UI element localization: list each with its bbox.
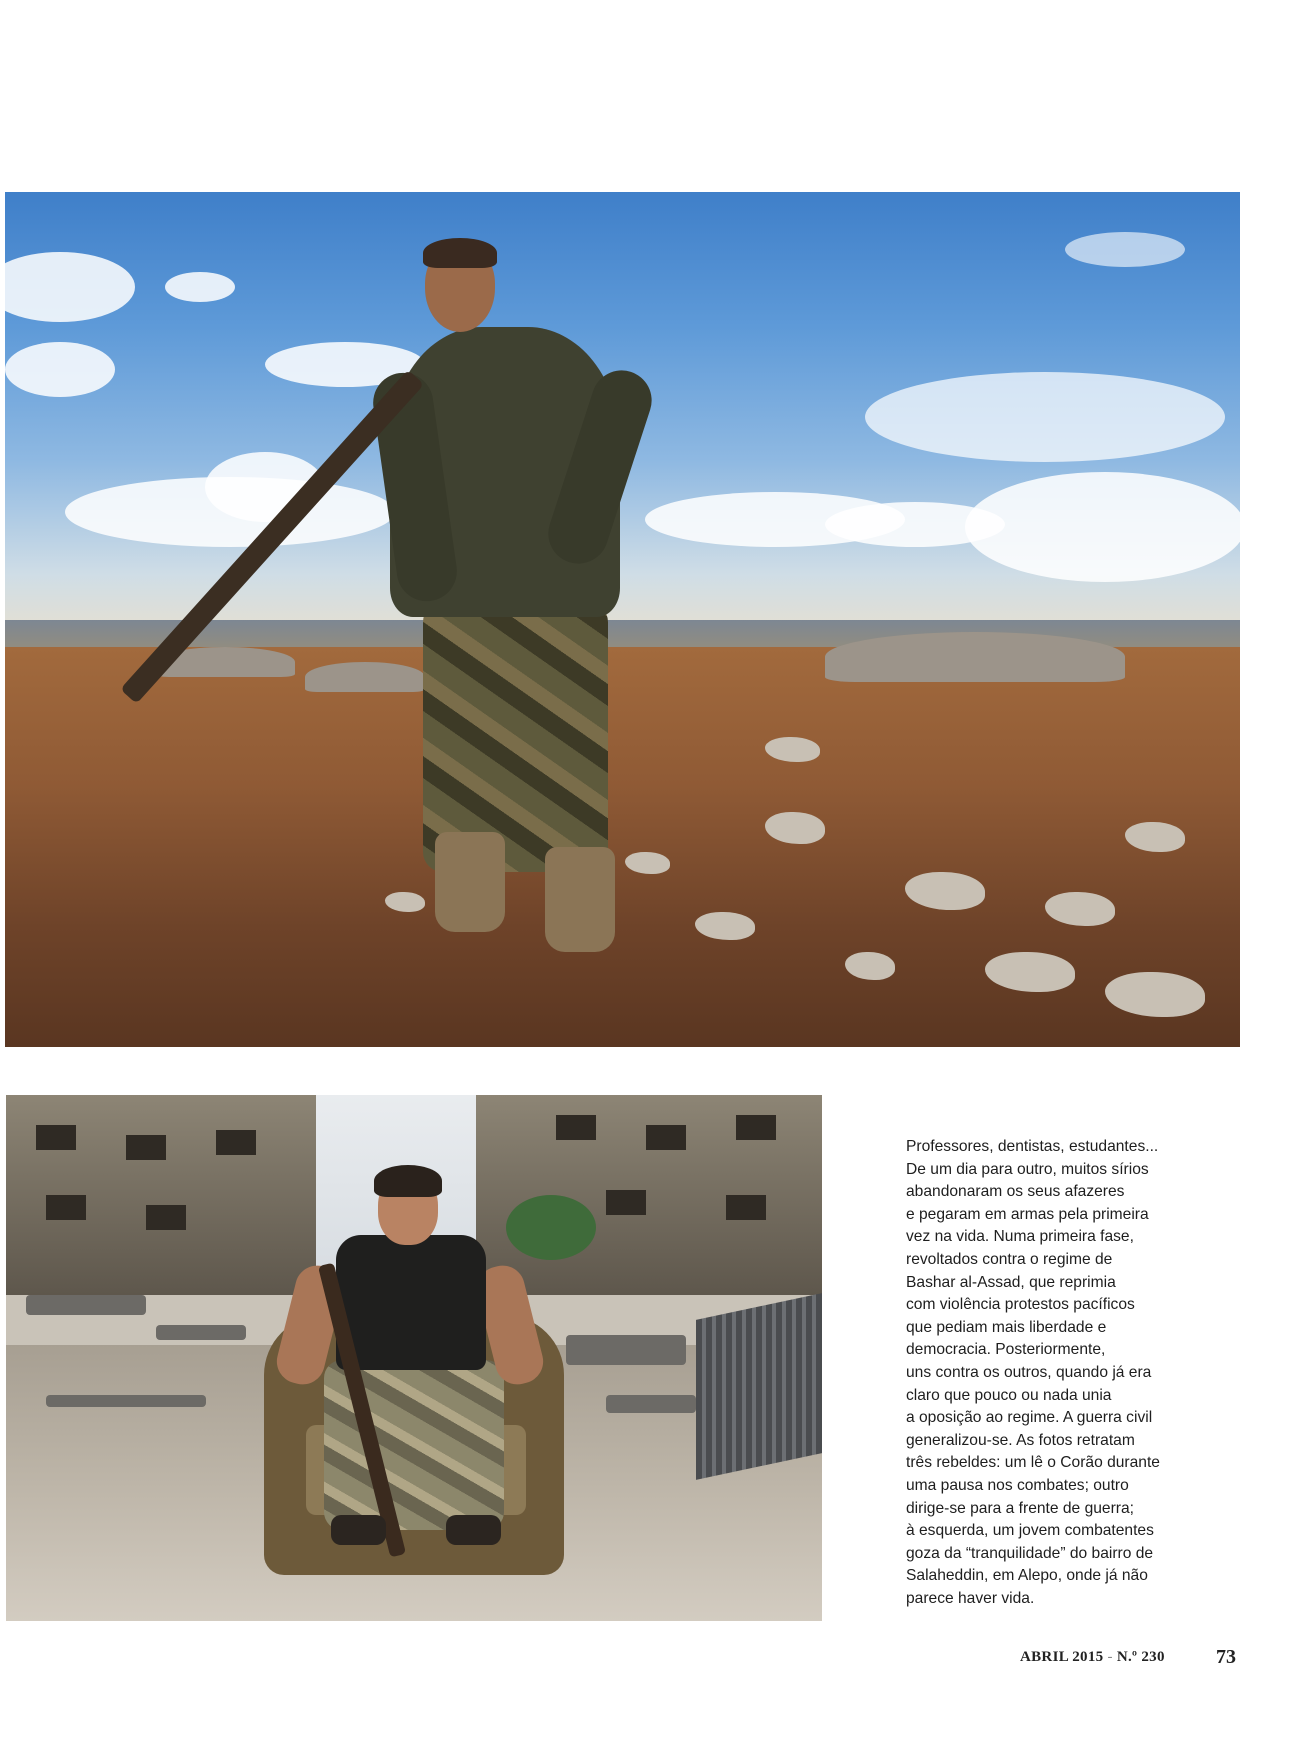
page-number: 73 (1216, 1646, 1236, 1668)
folio-separator: - (1107, 1649, 1113, 1665)
caption-line: claro que pouco ou nada unia (906, 1386, 1112, 1404)
caption-line: generalizou-se. As fotos retratam (906, 1431, 1135, 1449)
caption-line: Professores, dentistas, estudantes... (906, 1138, 1159, 1155)
caption-line: goza da “tranquilidade” do bairro de (906, 1544, 1154, 1562)
photo-caption (906, 1136, 1196, 1610)
caption-line: três rebeldes: um lê o Corão durante (906, 1454, 1160, 1472)
caption-line: à esquerda, um jovem combatentes (906, 1522, 1154, 1540)
caption-line: abandonaram os seus afazeres (906, 1183, 1125, 1201)
issue-date: ABRIL 2015 (1020, 1649, 1104, 1665)
caption-line: dirige-se para a frente de guerra; (906, 1499, 1134, 1517)
caption-line: Bashar al-Assad, que reprimia (906, 1273, 1116, 1291)
caption-line: parece haver vida. (906, 1589, 1035, 1607)
caption-line: e pegaram em armas pela primeira (906, 1205, 1149, 1223)
caption-line: uns contra os outros, quando já era (906, 1363, 1152, 1381)
caption-line: que pediam mais liberdade e (906, 1318, 1107, 1336)
caption-line: De um dia para outro, muitos sírios (906, 1160, 1149, 1178)
bottom-photo (6, 1095, 822, 1621)
caption-line: a oposição ao regime. A guerra civil (906, 1409, 1153, 1427)
caption-line: Salaheddin, em Alepo, onde já não (906, 1567, 1148, 1585)
caption-line: democracia. Posteriormente, (906, 1341, 1106, 1359)
metal-sheet (696, 1290, 822, 1480)
caption-line: uma pausa nos combates; outro (906, 1476, 1129, 1494)
top-photo (5, 192, 1240, 1047)
issue-number: N.º 230 (1116, 1649, 1165, 1665)
issue-folio (1020, 1649, 1165, 1666)
caption-line: com violência protestos pacíficos (906, 1296, 1135, 1314)
caption-line: revoltados contra o regime de (906, 1250, 1113, 1268)
caption-line: vez na vida. Numa primeira fase, (906, 1228, 1134, 1246)
